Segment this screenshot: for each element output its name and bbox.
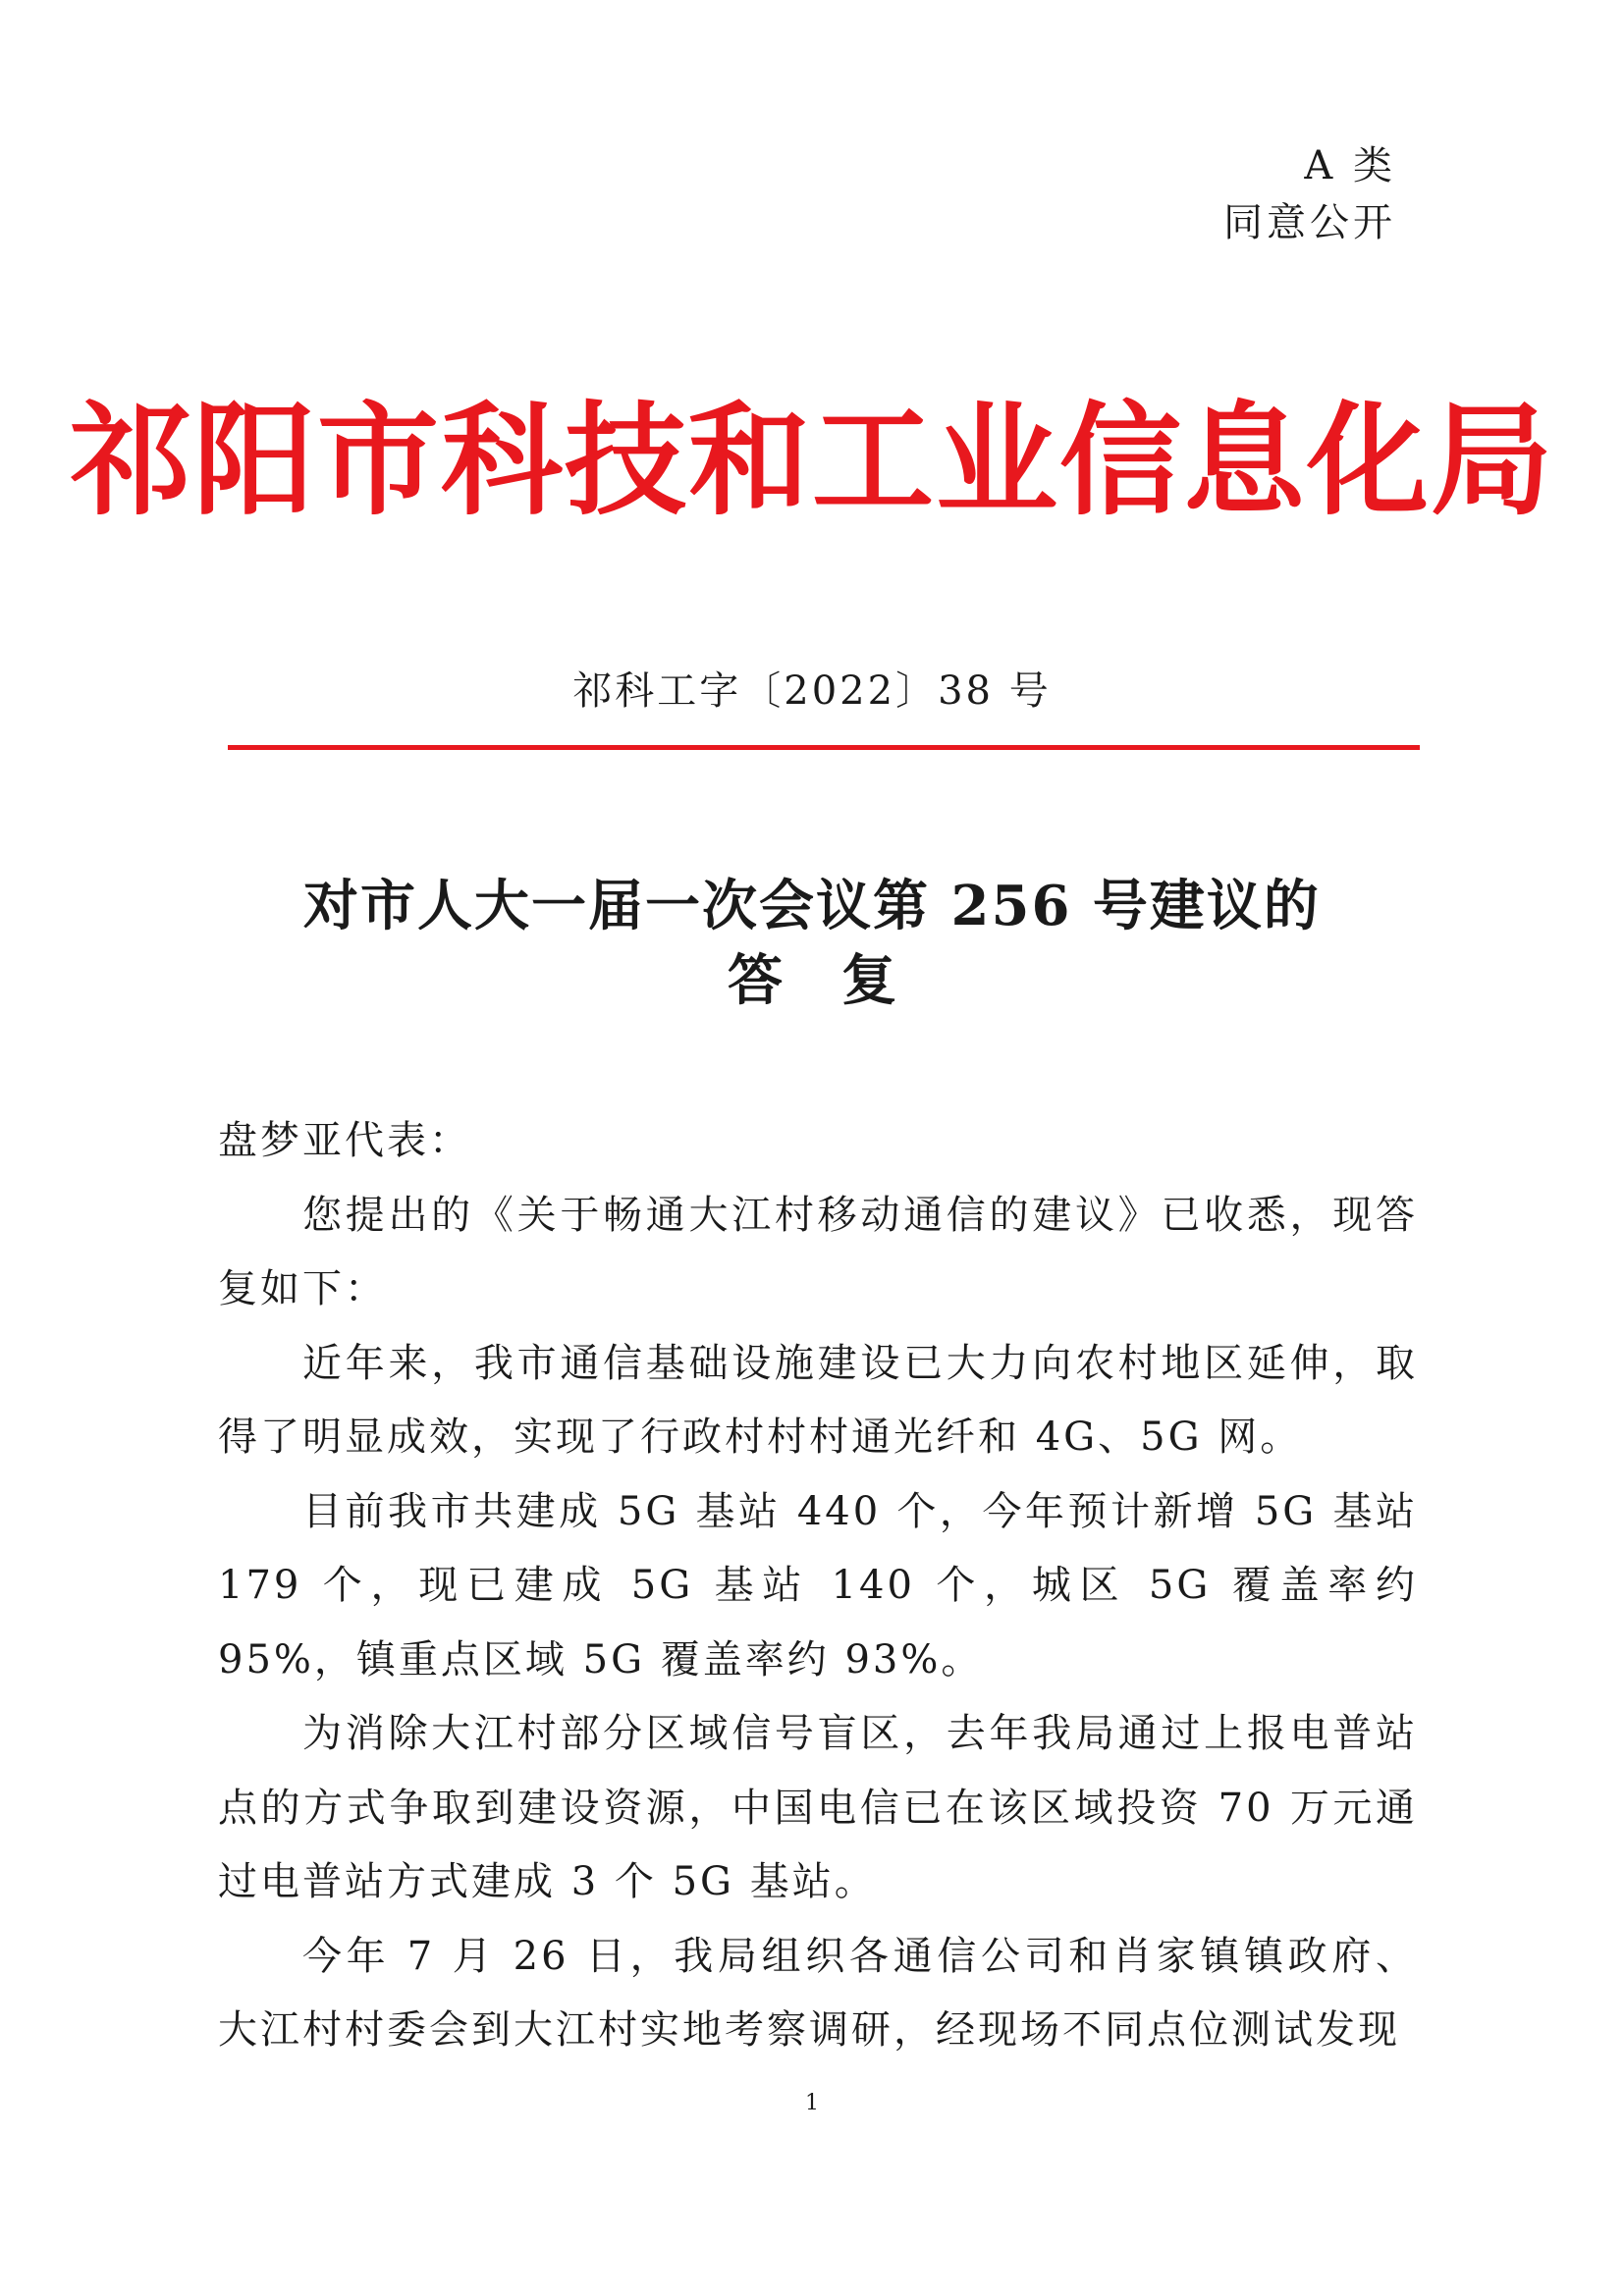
paragraph: 您提出的《关于畅通大江村移动通信的建议》已收悉，现答复如下： [218,1192,1418,1311]
page-number: 1 [805,2091,819,2115]
subject-line-2: 答复 [728,948,955,1013]
paragraph: 目前我市共建成 5G 基站 440 个，今年预计新增 5G 基站 179 个，现已建成 5G 基站 140 个，城区 5G 覆盖率约 95%，镇重点区域 5G 覆盖率约 93%。 [218,1488,1418,1682]
paragraph: 今年 7 月 26 日，我局组织各通信公司和肖家镇镇政府、大江村村委会到大江村实地考察调研，经现场不同点位测试发现 [218,1933,1418,2053]
category-label: A 类 [1304,143,1396,188]
organization-title: 祁阳市科技和工业信息化局 [69,391,1554,532]
salutation: 盘梦亚代表： [218,1118,471,1163]
classification-block [1223,137,1396,251]
subject-line-1: 对市人大一届一次会议第 256 号建议的 [303,874,1321,938]
red-divider [228,745,1420,750]
document-body [218,1104,1418,2068]
disclosure-label: 同意公开 [1223,200,1396,245]
document-subject [0,869,1624,1018]
document-number: 祁科工字〔2022〕38 号 [572,668,1052,714]
paragraph: 为消除大江村部分区域信号盲区，去年我局通过上报电普站点的方式争取到建设资源，中国电信已在该区域投资 70 万元通过电普站方式建成 3 个 5G 基站。 [218,1711,1418,1904]
paragraph: 近年来，我市通信基础设施建设已大力向农村地区延伸，取得了明显成效，实现了行政村村村通光纤和 4G、5G 网。 [218,1340,1418,1460]
